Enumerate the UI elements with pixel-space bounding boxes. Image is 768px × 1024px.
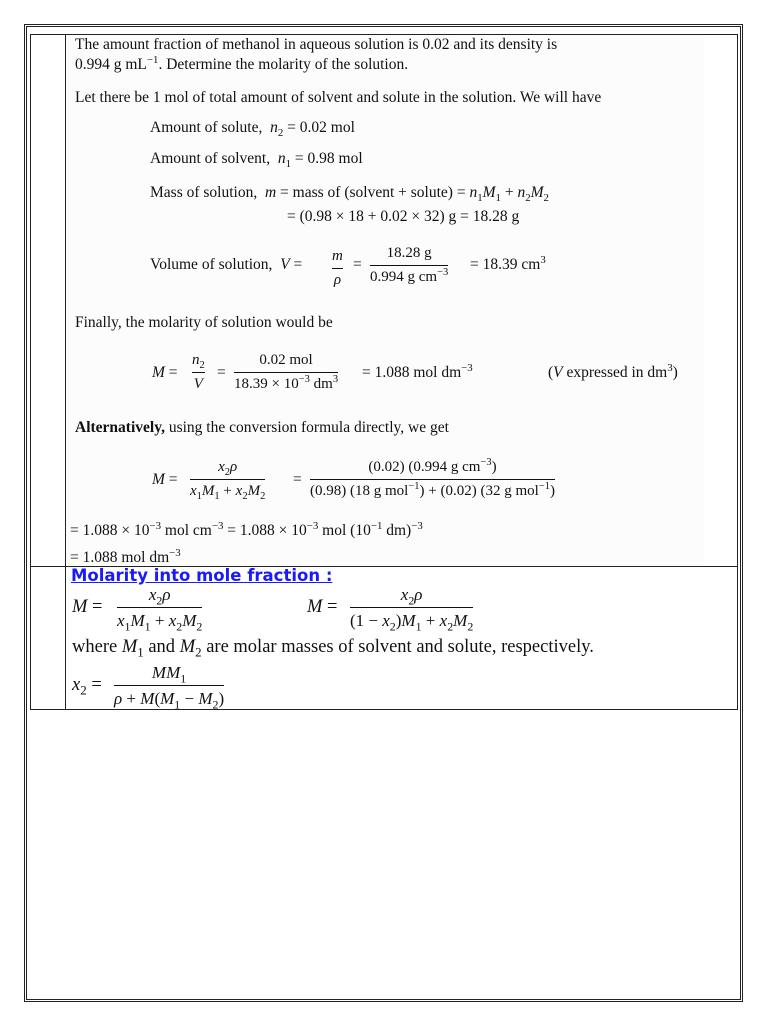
molarity-symbol: M =	[152, 364, 178, 381]
molarity-ratio-fraction: $n_2$ V	[192, 352, 205, 392]
result-line-1: = $1.088 \times 10^{-3}$ mol $cm^{-3} = 1.088 \times 10^{-3}$ mol ($10^{-1}$ dm)$^{-3}$	[70, 519, 423, 539]
equals-sign: =	[217, 364, 226, 381]
molarity-fraction: 0.02 mol $18.39 \times 10^{-3}$ $dm^3$	[234, 352, 339, 392]
equals-sign: =	[353, 256, 362, 273]
formula-1-fraction: $x_2\rho$ $x_1M_1 + x_2M_2$	[117, 585, 203, 634]
volume-label: Volume of solution, V =	[150, 256, 303, 273]
solute-amount-line: Amount of solute, $n_2 = 0.02$ mol	[150, 119, 355, 140]
formula-2-fraction: $x_2\rho$ $(1 - x_2)M_1 + x_2M_2$	[350, 585, 474, 634]
volume-ratio-fraction: m ρ	[332, 248, 343, 288]
formula-2-symbol: M =	[307, 597, 338, 617]
formula-3-fraction: $MM_1$ $\rho + M(M_1 - M_2)$	[114, 663, 225, 712]
finally-text: Finally, the molarity of solution would be	[75, 314, 333, 331]
equals-sign: =	[293, 471, 302, 488]
solvent-amount-line: Amount of solvent, $n_1 = 0.98$ mol	[150, 150, 363, 171]
mass-calculation: = (0.98 × 18 + 0.02 × 32) g = 18.28 g	[287, 208, 520, 225]
formula-3-symbol: $x_2$ =	[72, 675, 102, 698]
where-line: where $M_1$ and $M_2$ are molar masses of solvent and solute, respectively.	[72, 637, 594, 660]
molarity-note: (V expressed in $dm^3$)	[548, 361, 678, 381]
conversion-symbol: M =	[152, 471, 178, 488]
conversion-numeric-fraction: (0.02) (0.994 g $cm^{-3}$) (0.98) (18 g mol$^{-1}$) + (0.02) (32 g mol$^{-1}$)	[310, 457, 555, 499]
molarity-result: = 1.088 mol $dm^{-3}$	[362, 361, 473, 381]
problem-line-1: The amount fraction of methanol in aqueous solution is 0.02 and its density is	[75, 36, 558, 53]
volume-result: = 18.39 $cm^3$	[470, 253, 546, 273]
volume-fraction: 18.28 g 0.994 g $cm^{-3}$	[370, 245, 449, 285]
conversion-general-fraction: $x_2\rho$ $x_1M_1 + x_2M_2$	[190, 459, 266, 502]
formula-1-symbol: M =	[72, 597, 103, 617]
mass-line: Mass of solution, m = mass of (solvent + solute) = $n_1M_1 + n_2M_2$	[150, 184, 549, 205]
problem-line-2: 0.994 g $mL^{-1}$. Determine the molarity of the solution.	[75, 53, 409, 73]
section-heading: Molarity into mole fraction :	[71, 566, 333, 585]
alternatively-line: Alternatively, using the conversion formula directly, we get	[75, 419, 449, 436]
result-line-2: = 1.088 mol $dm^{-3}$	[70, 546, 181, 566]
problem-line-3: Let there be 1 mol of total amount of solvent and solute in the solution. We will have	[75, 89, 602, 106]
